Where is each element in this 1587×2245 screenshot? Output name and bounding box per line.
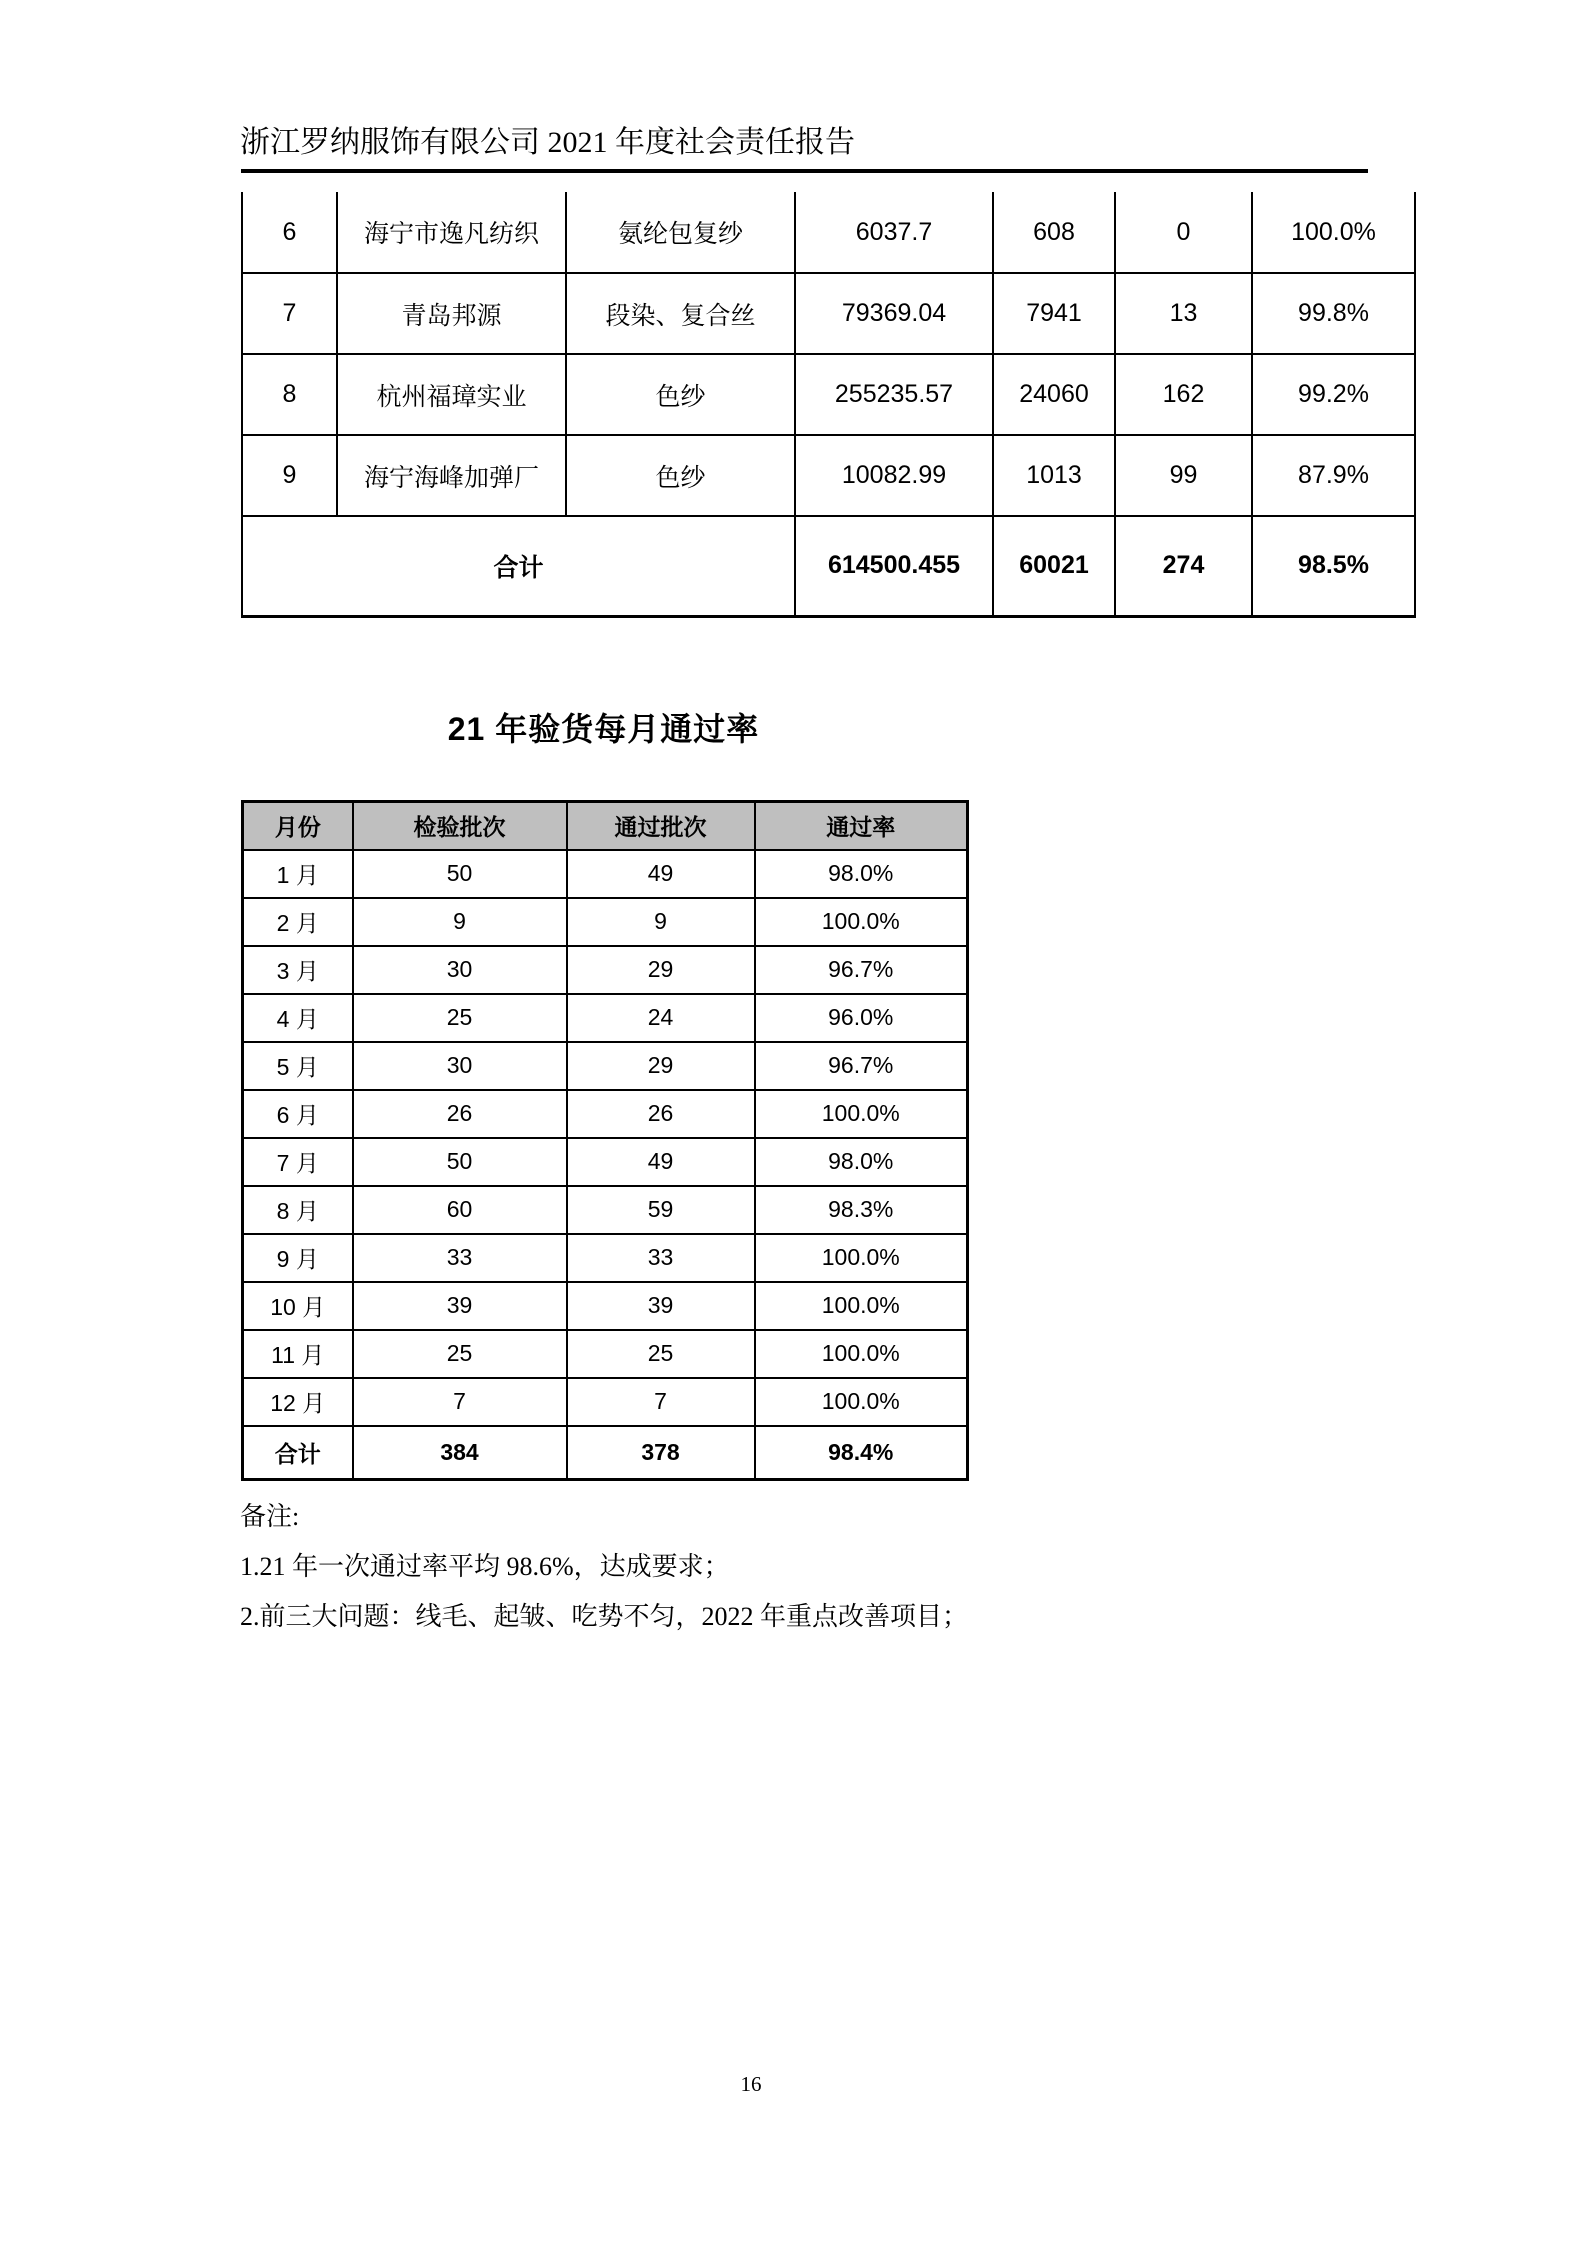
cell-total-pass-rate: 98.5% [1252, 516, 1415, 616]
cell-inspected: 25 [353, 994, 567, 1042]
cell-total-passed: 378 [567, 1426, 755, 1480]
table-row [243, 946, 968, 994]
cell-total-inspected: 384 [353, 1426, 567, 1480]
cell-passed: 26 [567, 1090, 755, 1138]
cell-passed: 7 [567, 1378, 755, 1426]
cell-product: 色纱 [566, 354, 795, 435]
cell-inspected: 50 [353, 1138, 567, 1186]
cell-failed: 13 [1115, 273, 1252, 354]
cell-month: 2 月 [243, 898, 353, 946]
monthly-table-title: 21 年验货每月通过率 [447, 711, 760, 747]
cell-supplier: 海宁海峰加弹厂 [337, 435, 566, 516]
note-item-2: 2.前三大问题：线毛、起皱、吃势不匀，2022 年重点改善项目； [240, 1602, 969, 1631]
cell-product: 氨纶包复纱 [566, 192, 795, 273]
table-row [242, 192, 1415, 273]
cell-month: 5 月 [243, 1042, 353, 1090]
cell-batches: 608 [993, 192, 1115, 273]
header-divider [241, 169, 1368, 173]
cell-batches: 7941 [993, 273, 1115, 354]
cell-rate: 100.0% [755, 1282, 968, 1330]
table-row [243, 1378, 968, 1426]
cell-failed: 162 [1115, 354, 1252, 435]
table-row [243, 1138, 968, 1186]
notes-block [240, 1492, 968, 1642]
cell-month: 12 月 [243, 1378, 353, 1426]
table-row [242, 435, 1415, 516]
header-inspected-batches: 检验批次 [353, 802, 567, 850]
cell-pass-rate: 87.9% [1252, 435, 1415, 516]
table-row [243, 1282, 968, 1330]
cell-month: 11 月 [243, 1330, 353, 1378]
cell-inspected: 9 [353, 898, 567, 946]
cell-passed: 29 [567, 1042, 755, 1090]
cell-rate: 98.0% [755, 850, 968, 898]
cell-passed: 49 [567, 1138, 755, 1186]
cell-supplier: 杭州福璋实业 [337, 354, 566, 435]
cell-total-rate: 98.4% [755, 1426, 968, 1480]
table-total-row [243, 1426, 968, 1480]
table-row [243, 1186, 968, 1234]
cell-total-label: 合计 [242, 516, 795, 616]
cell-rate: 96.7% [755, 1042, 968, 1090]
cell-row-number: 6 [242, 192, 337, 273]
cell-supplier: 青岛邦源 [337, 273, 566, 354]
cell-rate: 98.3% [755, 1186, 968, 1234]
table-total-row [242, 516, 1415, 616]
cell-supplier: 海宁市逸凡纺织 [337, 192, 566, 273]
document-header-title: 浙江罗纳服饰有限公司 2021 年度社会责任报告 [240, 126, 855, 159]
cell-quantity: 6037.7 [795, 192, 993, 273]
table-header-row [243, 802, 968, 850]
table-row [243, 1042, 968, 1090]
cell-rate: 96.0% [755, 994, 968, 1042]
header-passed-batches: 通过批次 [567, 802, 755, 850]
cell-month: 3 月 [243, 946, 353, 994]
table-row [243, 850, 968, 898]
cell-row-number: 7 [242, 273, 337, 354]
cell-rate: 100.0% [755, 1330, 968, 1378]
cell-total-failed: 274 [1115, 516, 1252, 616]
cell-month: 10 月 [243, 1282, 353, 1330]
cell-total-label: 合计 [243, 1426, 353, 1480]
cell-rate: 100.0% [755, 1090, 968, 1138]
cell-month: 4 月 [243, 994, 353, 1042]
cell-month: 9 月 [243, 1234, 353, 1282]
cell-row-number: 8 [242, 354, 337, 435]
monthly-pass-rate-table [241, 800, 969, 1481]
cell-inspected: 7 [353, 1378, 567, 1426]
cell-month: 8 月 [243, 1186, 353, 1234]
cell-passed: 24 [567, 994, 755, 1042]
cell-row-number: 9 [242, 435, 337, 516]
cell-month: 6 月 [243, 1090, 353, 1138]
cell-inspected: 50 [353, 850, 567, 898]
cell-total-quantity: 614500.455 [795, 516, 993, 616]
header-month: 月份 [243, 802, 353, 850]
cell-batches: 24060 [993, 354, 1115, 435]
cell-quantity: 10082.99 [795, 435, 993, 516]
cell-rate: 98.0% [755, 1138, 968, 1186]
cell-inspected: 30 [353, 1042, 567, 1090]
table-row [243, 994, 968, 1042]
page-number: 16 [740, 2072, 762, 2096]
cell-pass-rate: 100.0% [1252, 192, 1415, 273]
notes-label: 备注: [240, 1502, 300, 1531]
cell-quantity: 255235.57 [795, 354, 993, 435]
cell-product: 段染、复合丝 [566, 273, 795, 354]
table-row [242, 273, 1415, 354]
cell-rate: 100.0% [755, 1234, 968, 1282]
cell-rate: 96.7% [755, 946, 968, 994]
table-row [243, 1234, 968, 1282]
cell-inspected: 39 [353, 1282, 567, 1330]
cell-inspected: 30 [353, 946, 567, 994]
cell-pass-rate: 99.8% [1252, 273, 1415, 354]
note-item-1: 1.21 年一次通过率平均 98.6%，达成要求； [240, 1552, 730, 1581]
cell-failed: 0 [1115, 192, 1252, 273]
cell-passed: 39 [567, 1282, 755, 1330]
header-pass-rate: 通过率 [755, 802, 968, 850]
cell-passed: 25 [567, 1330, 755, 1378]
cell-rate: 100.0% [755, 1378, 968, 1426]
cell-quantity: 79369.04 [795, 273, 993, 354]
cell-passed: 29 [567, 946, 755, 994]
cell-passed: 33 [567, 1234, 755, 1282]
cell-passed: 49 [567, 850, 755, 898]
cell-month: 1 月 [243, 850, 353, 898]
cell-inspected: 26 [353, 1090, 567, 1138]
cell-month: 7 月 [243, 1138, 353, 1186]
cell-inspected: 25 [353, 1330, 567, 1378]
cell-failed: 99 [1115, 435, 1252, 516]
table-row [243, 1090, 968, 1138]
cell-rate: 100.0% [755, 898, 968, 946]
supplier-pass-rate-table [241, 192, 1416, 618]
cell-passed: 9 [567, 898, 755, 946]
table-row [243, 898, 968, 946]
cell-total-batches: 60021 [993, 516, 1115, 616]
cell-inspected: 33 [353, 1234, 567, 1282]
table-row [243, 1330, 968, 1378]
cell-passed: 59 [567, 1186, 755, 1234]
cell-batches: 1013 [993, 435, 1115, 516]
cell-product: 色纱 [566, 435, 795, 516]
table-row [242, 354, 1415, 435]
cell-pass-rate: 99.2% [1252, 354, 1415, 435]
cell-inspected: 60 [353, 1186, 567, 1234]
